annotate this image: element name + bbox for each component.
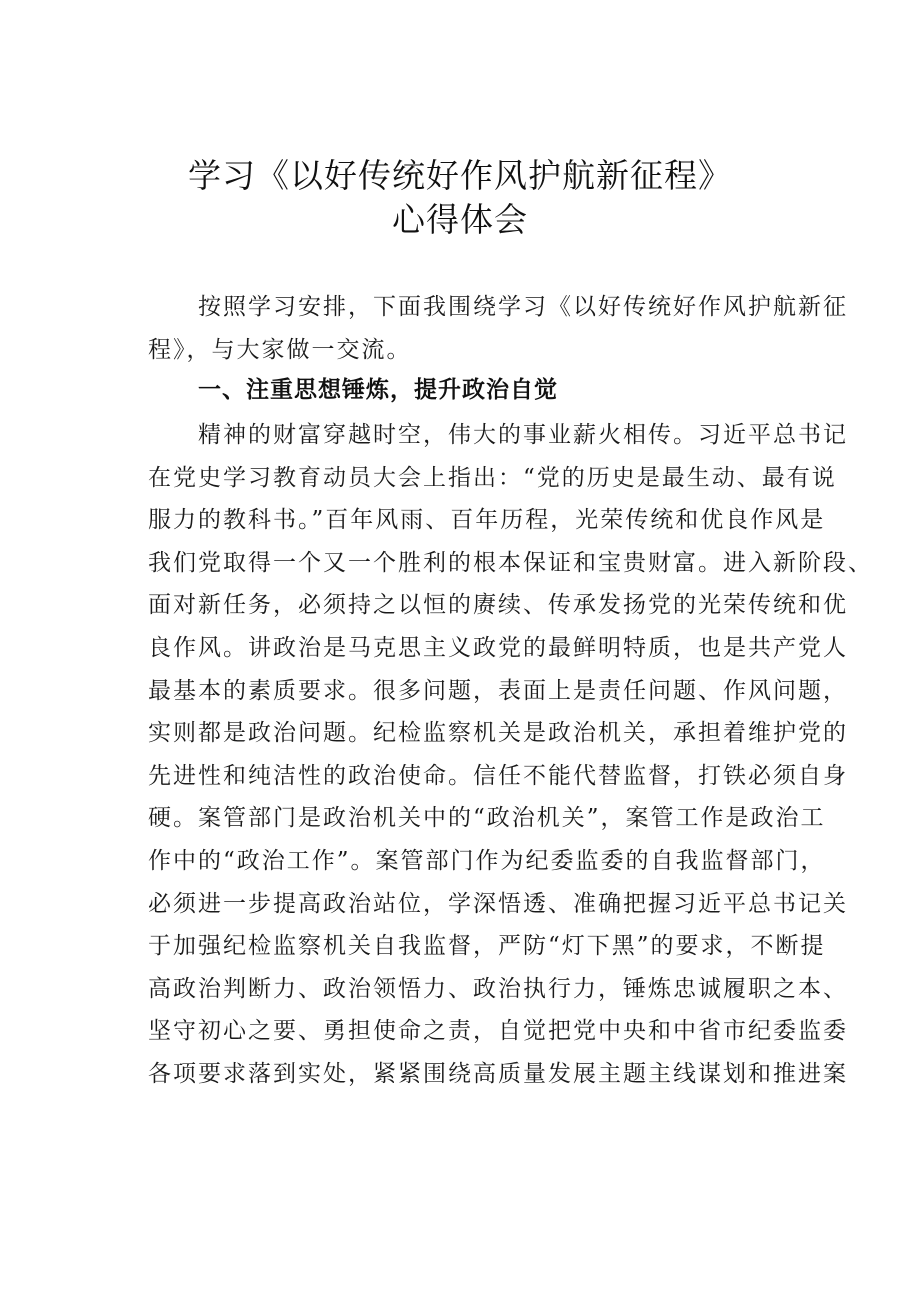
document-title-line-1: 学习《以好传统好作风护航新征程》	[188, 156, 732, 195]
paragraph-line: 高政治判断力、政治领悟力、政治执行力，锤炼忠诚履职之本、	[148, 975, 848, 1002]
section-heading: 一、注重思想锤炼，提升政治自觉	[198, 377, 558, 403]
paragraph-line: 面对新任务，必须持之以恒的赓续、传承发扬党的光荣传统和优	[148, 592, 848, 619]
paragraph-line: 于加强纪检监察机关自我监督，严防“灯下黑”的要求，不断提	[148, 933, 826, 960]
paragraph-line: 实则都是政治问题。纪检监察机关是政治机关，承担着维护党的	[148, 720, 848, 747]
intro-paragraph	[148, 286, 848, 371]
paragraph-line: 精神的财富穿越时空，伟大的事业薪火相传。习近平总书记	[198, 422, 848, 448]
paragraph-line: 在党史学习教育动员大会上指出：“党的历史是最生动、最有说	[148, 464, 837, 491]
paragraph-line: 各项要求落到实处，紧紧围绕高质量发展主题主线谋划和推进案	[148, 1060, 848, 1087]
paragraph-line: 服力的教科书。”百年风雨、百年历程，光荣传统和优良作风是	[148, 507, 826, 534]
intro-line: 按照学习安排，下面我围绕学习《以好传统好作风护航新征	[198, 294, 848, 320]
paragraph-line: 我们党取得一个又一个胜利的根本保证和宝贵财富。进入新阶段、	[148, 549, 873, 576]
paragraph-line: 必须进一步提高政治站位，学深悟透、准确把握习近平总书记关	[148, 890, 848, 917]
paragraph-line: 硬。案管部门是政治机关中的“政治机关”，案管工作是政治工	[148, 805, 826, 832]
intro-line: 程》，与大家做一交流。	[148, 336, 412, 363]
document-title-line-2: 心得体会	[392, 200, 528, 239]
paragraph-line: 良作风。讲政治是马克思主义政党的最鲜明特质，也是共产党人	[148, 634, 848, 661]
paragraph-line: 坚守初心之要、勇担使命之责，自觉把党中央和中省市纪委监委	[148, 1018, 848, 1045]
paragraph-line: 最基本的素质要求。很多问题，表面上是责任问题、作风问题，	[148, 677, 848, 704]
paragraph-line: 先进性和纯洁性的政治使命。信任不能代替监督，打铁必须自身	[148, 762, 848, 789]
section-paragraph	[148, 414, 873, 1096]
paragraph-line: 作中的“政治工作”。案管部门作为纪委监委的自我监督部门，	[148, 847, 826, 874]
